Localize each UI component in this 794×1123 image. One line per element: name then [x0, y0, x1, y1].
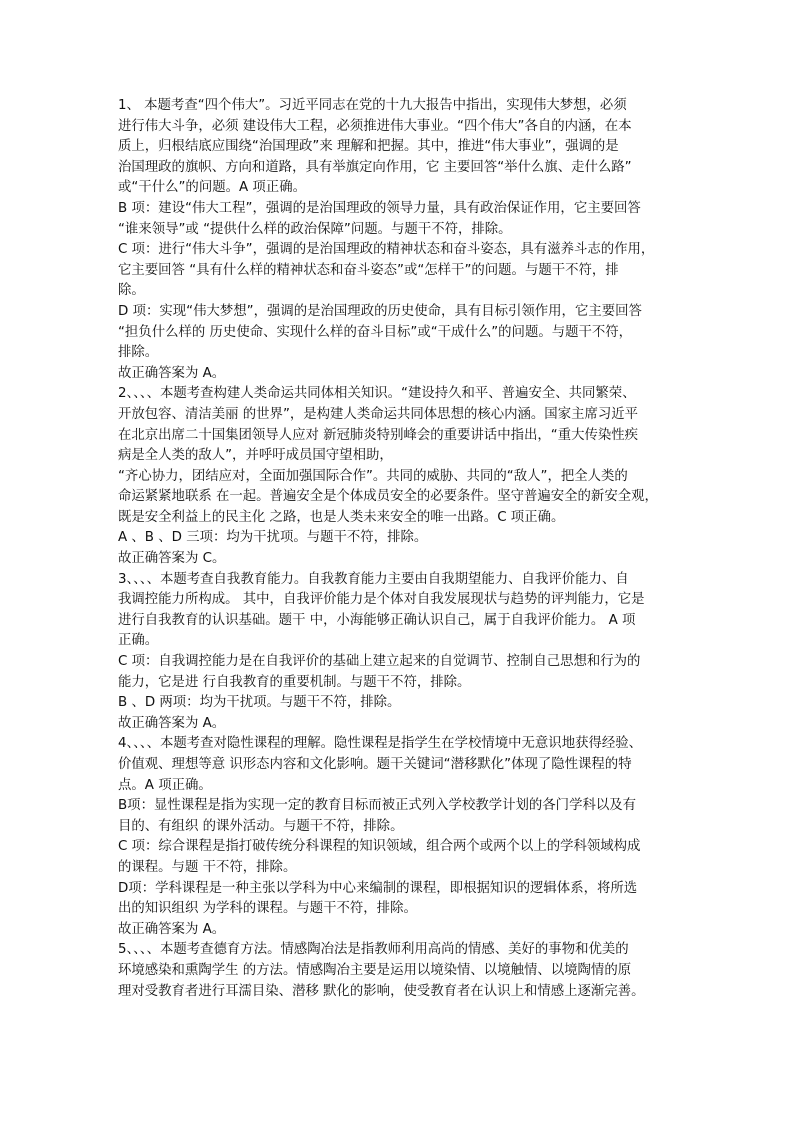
text-line: 正确。 [118, 633, 159, 649]
document-page [118, 96, 678, 1002]
text-line: C 项：综合课程是指打破传统分科课程的知识领域，组合两个或两个以上的学科领域构成 [118, 839, 641, 855]
text-line: 出的知识组织 为学科的课程。与题干不符，排除。 [118, 901, 417, 917]
text-line: 病是全人类的敌人”，并呼吁成员国守望相助， [118, 448, 393, 464]
text-line: 进行自我教育的认识基础。题干 中，小海能够正确认识自己，属于自我评价能力。 A 项 [118, 612, 636, 628]
text-line: 它主要回答 “具有什么样的精神状态和奋斗姿态”或“怎样干”的问题。与题干不符，排 [118, 262, 619, 278]
text-line: 质上，归根结底应围绕“治国理政”来 理解和把握。其中，推进“伟大事业”，强调的是 [118, 139, 619, 155]
text-line: “齐心协力，团结应对，全面加强国际合作”。共同的威胁、共同的“敌人”，把全人类的 [118, 468, 628, 484]
text-line: B 项：建设“伟大工程”，强调的是治国理政的领导力量，具有政治保证作用，它主要回答 [118, 200, 641, 216]
text-line: C 项：进行“伟大斗争”，强调的是治国理政的精神状态和奋斗姿态，具有滋养斗志的作用， [118, 242, 655, 258]
text-line: 点。A 项正确。 [118, 777, 212, 793]
text-line: 命运紧紧地联系 在一起。普遍安全是个体成员安全的必要条件。坚守普遍安全的新安全观， [118, 489, 658, 505]
text-line: 理对受教育者进行耳濡目染、潜移 默化的影响，使受教育者在认识上和情感上逐渐完善。 [118, 983, 645, 999]
text-line: 的课程。与题 干不符，排除。 [118, 859, 297, 875]
text-line: “担负什么样的 历史使命、实现什么样的奋斗目标”或“干成什么”的问题。与题干不符， [118, 324, 633, 340]
text-line: 2、、、、本题考查构建人类命运共同体相关知识。“建设持久和平、普遍安全、共同繁荣、 [118, 386, 636, 402]
text-line: 排除。 [118, 345, 159, 361]
text-line: D 项：实现“伟大梦想”，强调的是治国理政的历史使命，具有目标引领作用，它主要回答 [118, 303, 642, 319]
text-line: 能力，它是进 行自我教育的重要机制。与题干不符，排除。 [118, 674, 471, 690]
text-line: 环境感染和熏陶学生 的方法。情感陶冶主要是运用以境染情、以境触情、以境陶情的原 [118, 962, 632, 978]
text-line: “谁来领导”或 “提供什么样的政治保障”问题。与题干不符，排除。 [118, 221, 512, 237]
text-line: 或“干什么”的问题。A 项正确。 [118, 180, 306, 196]
text-line: 进行伟大斗争，必须 建设伟大工程，必须推进伟大事业。“四个伟大”各自的内涵，在本 [118, 118, 632, 134]
text-line: C 项：自我调控能力是在自我评价的基础上建立起来的自觉调节、控制自己思想和行为的 [118, 654, 641, 670]
text-line: 1、 本题考查“四个伟大”。习近平同志在党的十九大报告中指出，实现伟大梦想，必须 [118, 98, 627, 113]
text-line: 在北京出席二十国集团领导人应对 新冠肺炎特别峰会的重要讲话中指出，“重大传染性疾 [118, 427, 639, 443]
text-line: D项：学科课程是一种主张以学科为中心来编制的课程，即根据知识的逻辑体系，将所选 [118, 880, 638, 896]
text-line: A 、B 、D 三项：均为干扰项。与题干不符，排除。 [118, 530, 428, 546]
text-line: 既是安全利益上的民主化 之路，也是人类未来安全的唯一出路。C 项正确。 [118, 509, 565, 525]
text-line: 故正确答案为 A。 [118, 921, 226, 937]
text-line: 目的、有组织 的课外活动。与题干不符，排除。 [118, 818, 404, 834]
text-line: 治国理政的旗帜、方向和道路，具有举旗定向作用，它 主要回答“举什么旗、走什么路” [118, 159, 632, 175]
text-line: 4、、、、本题考查对隐性课程的理解。隐性课程是指学生在学校情境中无意识地获得经验、 [118, 736, 643, 752]
text-line: 开放包容、清洁美丽 的世界”，是构建人类命运共同体思想的核心内涵。国家主席习近平 [118, 406, 639, 422]
text-line: 3、、、、本题考查自我教育能力。自我教育能力主要由自我期望能力、自我评价能力、自 [118, 571, 629, 587]
text-line: 我调控能力所构成。 其中，自我评价能力是个体对自我发展现状与趋势的评判能力，它是 [118, 592, 645, 608]
text-line: 5、、、、本题考查德育方法。情感陶冶法是指教师利用高尚的情感、美好的事物和优美的 [118, 942, 629, 958]
text-line: 故正确答案为 C。 [118, 551, 226, 567]
text-line: 除。 [118, 283, 145, 299]
text-line: 故正确答案为 A。 [118, 365, 226, 381]
text-line: 故正确答案为 A。 [118, 715, 226, 731]
text-line: 价值观、理想等意 识形态内容和文化影响。题干关键词“潜移默化”体现了隐性课程的特 [118, 757, 632, 772]
text-line: B 、D 两项：均为干扰项。与题干不符，排除。 [118, 695, 401, 711]
text-line: B项：显性课程是指为实现一定的教育目标而被正式列入学校教学计划的各门学科以及有 [118, 798, 637, 814]
